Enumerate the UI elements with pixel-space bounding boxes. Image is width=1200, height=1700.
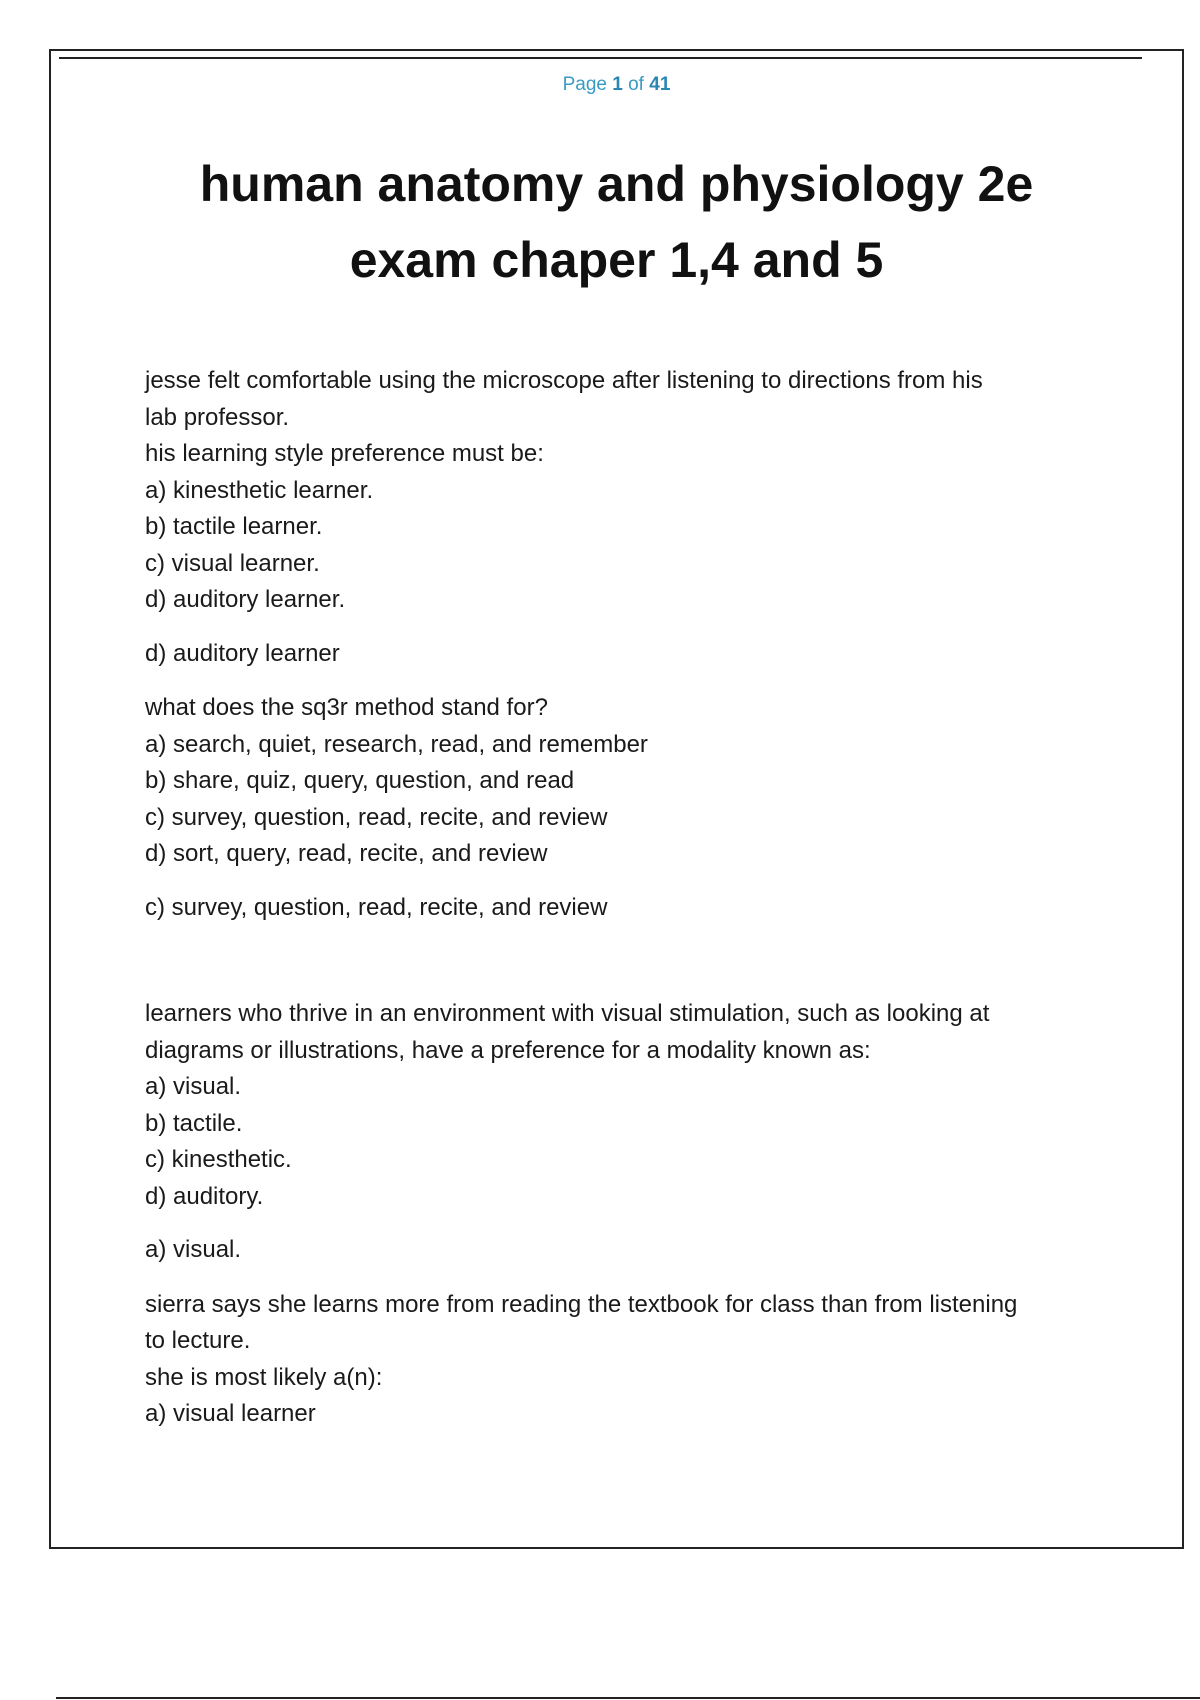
page-total: 41 [649,74,671,95]
option: a) search, quiet, research, read, and remember [145,730,648,758]
answer: a) visual. [145,1236,242,1263]
question-text: to lecture. [145,1327,251,1354]
question-text: his learning style preference must be: [145,440,544,467]
question-3 [145,996,1105,1269]
option: c) survey, question, read, recite, and review [145,803,608,831]
question-2 [145,690,1105,926]
question-text: jesse felt comfortable using the microscope after listening to directions from his [145,367,983,394]
answer: c) survey, question, read, recite, and review [145,893,608,921]
page-prefix: Page [562,74,607,95]
option: c) visual learner. [145,549,320,577]
title-line-1: human anatomy and physiology 2e [199,156,1034,212]
question-1 [145,363,1105,672]
title-line-2: exam chaper 1,4 and 5 [349,232,884,288]
option: a) visual. [145,1073,242,1100]
document-title [51,146,1182,298]
option: a) visual learner [145,1400,316,1427]
bottom-rule [56,1697,1200,1699]
option: c) kinesthetic. [145,1146,292,1173]
option: b) tactile. [145,1109,243,1137]
option: a) kinesthetic learner. [145,476,374,504]
option: d) auditory. [145,1182,264,1210]
question-text: she is most likely a(n): [145,1363,383,1391]
top-rule [59,57,1142,59]
page-frame [49,49,1184,1549]
question-text: learners who thrive in an environment with visual stimulation, such as looking at [145,1000,990,1027]
question-text: what does the sq3r method stand for? [145,694,548,721]
option: b) share, quiz, query, question, and read [145,767,575,794]
question-text: sierra says she learns more from reading the textbook for class than from listening [145,1290,1018,1318]
option: d) sort, query, read, recite, and review [145,840,548,867]
page-number [51,74,1182,96]
question-text: diagrams or illustrations, have a preference for a modality known as: [145,1036,871,1064]
question-4 [145,1287,1105,1433]
question-text: lab professor. [145,403,290,431]
question-list [145,363,1105,1433]
page-current: 1 [612,74,623,95]
page-of: of [628,74,644,95]
option: b) tactile learner. [145,513,323,540]
option: d) auditory learner. [145,586,346,613]
answer: d) auditory learner [145,639,340,667]
